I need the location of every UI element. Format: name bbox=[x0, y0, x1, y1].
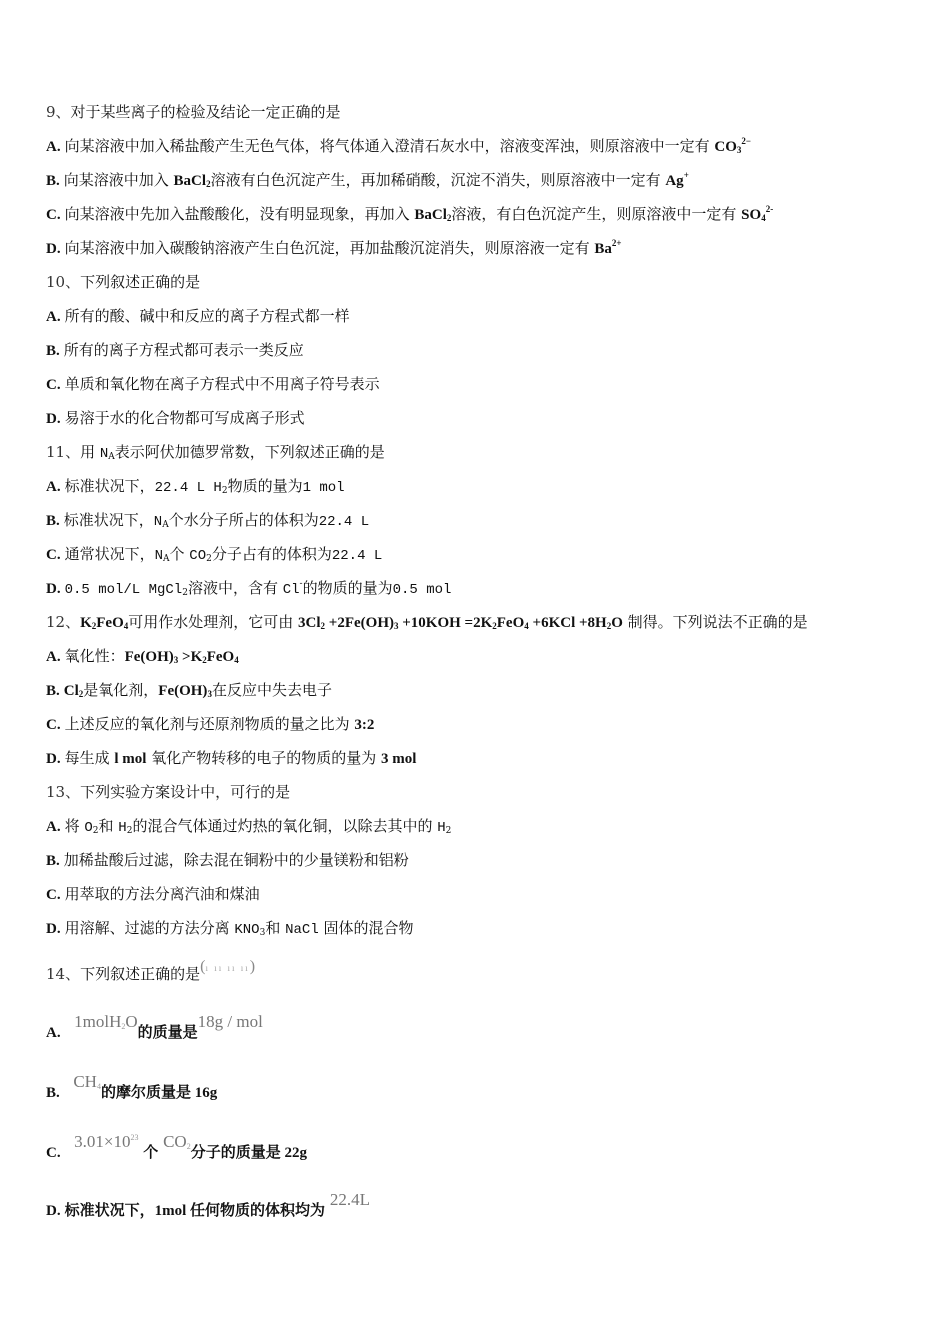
question-text: 下列叙述正确的是 bbox=[80, 273, 201, 291]
question-10-option-d bbox=[46, 408, 305, 429]
equation-part: +2Fe(OH) bbox=[325, 615, 394, 631]
subscript: 2 bbox=[446, 213, 452, 223]
chem-formula: NaCl bbox=[285, 922, 319, 938]
formula-image bbox=[73, 1072, 101, 1091]
option-text: 所有的酸、碱中和反应的离子方程式都一样 bbox=[64, 307, 350, 325]
option-text: 任何物质的体积均为 bbox=[186, 1203, 326, 1219]
question-13-option-c bbox=[46, 884, 260, 905]
option-label: C. bbox=[46, 1145, 61, 1161]
superscript: 2+ bbox=[611, 238, 622, 248]
subscript: 3 bbox=[394, 621, 399, 631]
option-text: 用萃取的方法分离汽油和煤油 bbox=[64, 885, 260, 903]
question-text: 表示阿伏加德罗常数，下列叙述正确的是 bbox=[114, 443, 385, 461]
option-text: 向某溶液中先加入盐酸酸化，没有明显现象，再加入 bbox=[64, 205, 415, 223]
quantity: l mol bbox=[114, 751, 147, 767]
quantity: 3 mol bbox=[381, 751, 417, 767]
option-text: 向某溶液中加入稀盐酸产生无色气体，将气体通入澄清石灰水中，溶液变浑浊，则原溶液中一定有 bbox=[64, 137, 715, 155]
formula-text: CO bbox=[163, 1132, 187, 1151]
option-text: 上述反应的氧化剂与还原剂物质的量之比为 bbox=[64, 715, 355, 733]
chem-formula: Fe(OH) bbox=[158, 683, 208, 699]
option-text: 的混合气体通过灼热的氧化铜，以除去其中的 bbox=[132, 817, 438, 835]
subscript: 2 bbox=[121, 1022, 126, 1031]
option-text: 的物质的量为 bbox=[302, 579, 393, 597]
subscript: 4 bbox=[761, 213, 766, 223]
option-label: D. bbox=[46, 1203, 61, 1219]
answer-blank-marks: ı ıı ıı ıı bbox=[205, 963, 250, 973]
quantity: N bbox=[153, 514, 163, 530]
option-label: A. bbox=[46, 479, 61, 495]
subscript: 3 bbox=[207, 689, 212, 699]
question-11-stem bbox=[46, 442, 385, 464]
option-label: C. bbox=[46, 547, 61, 563]
option-text: 氧化产物转移的电子的物质的量为 bbox=[146, 749, 382, 767]
option-text: 分子的质量是 bbox=[190, 1145, 285, 1161]
question-number: 13、 bbox=[46, 783, 81, 801]
option-text: 易溶于水的化合物都可写成离子形式 bbox=[64, 409, 305, 427]
chem-formula: Ba bbox=[594, 241, 612, 257]
superscript: 2− bbox=[741, 136, 752, 146]
question-13-stem bbox=[46, 782, 290, 802]
option-text: 溶液有白色沉淀产生，再加稀硝酸，沉淀不消失，则原溶液中一定有 bbox=[210, 171, 666, 189]
chem-formula: KNO bbox=[234, 922, 260, 938]
option-text: 分子占有的体积为 bbox=[211, 545, 332, 563]
chem-formula: O bbox=[84, 820, 93, 836]
chem-formula: Fe(OH) bbox=[124, 649, 174, 665]
question-9-option-d bbox=[46, 238, 622, 259]
question-9-option-c bbox=[46, 204, 773, 225]
option-label: A. bbox=[46, 649, 61, 665]
question-9-stem bbox=[46, 102, 341, 122]
chem-formula: N bbox=[99, 446, 109, 462]
chem-formula: BaCl bbox=[173, 173, 207, 189]
option-text: 个水分子所占的体积为 bbox=[168, 511, 319, 529]
question-12-option-c bbox=[46, 714, 374, 735]
question-text: 用 bbox=[80, 443, 100, 461]
chemical-equation bbox=[298, 615, 623, 631]
option-label: B. bbox=[46, 173, 60, 189]
option-text: 单质和氧化物在离子方程式中不用离子符号表示 bbox=[64, 375, 380, 393]
question-13-option-d bbox=[46, 918, 414, 940]
quantity: 22g bbox=[284, 1145, 307, 1161]
question-text: 下列叙述正确的是 bbox=[80, 965, 201, 983]
quantity: 22.4 L bbox=[318, 514, 370, 530]
option-label: B. bbox=[46, 1085, 60, 1101]
option-text: 在反应中失去电子 bbox=[211, 681, 332, 699]
quantity: 1mol bbox=[154, 1203, 187, 1219]
option-label: B. bbox=[46, 343, 60, 359]
chem-formula: FeO bbox=[206, 649, 235, 665]
option-text: 个 bbox=[169, 545, 190, 563]
quantity: 0.5 mol/L MgCl bbox=[64, 582, 183, 598]
question-number: 10、 bbox=[46, 273, 81, 291]
option-text: 所有的离子方程式都可表示一类反应 bbox=[63, 341, 304, 359]
question-number: 14、 bbox=[46, 965, 81, 983]
formula-image bbox=[163, 1132, 191, 1151]
subscript: 2 bbox=[606, 621, 612, 631]
answer-blank bbox=[200, 958, 255, 975]
chem-formula: FeO bbox=[96, 615, 124, 631]
question-11-option-b bbox=[46, 510, 369, 532]
question-9-option-a bbox=[46, 136, 751, 157]
question-text: 下列实验方案设计中，可行的是 bbox=[80, 783, 291, 801]
subscript: 2 bbox=[186, 1142, 191, 1151]
quantity: 16g bbox=[194, 1085, 218, 1101]
question-10-stem bbox=[46, 272, 200, 292]
subscript: 2 bbox=[126, 826, 133, 836]
option-text: 每生成 bbox=[64, 749, 115, 767]
superscript: 2- bbox=[765, 204, 774, 214]
subscript: 4 bbox=[123, 621, 129, 631]
option-text: 固体的混合物 bbox=[318, 919, 414, 937]
formula-text: 1molH bbox=[74, 1012, 122, 1031]
quantity: 0.5 mol bbox=[392, 582, 452, 598]
subscript: 2 bbox=[206, 179, 211, 189]
question-11-option-d bbox=[46, 578, 451, 600]
subscript: 2 bbox=[206, 554, 212, 564]
option-text: 溶液，有白色沉淀产生，则原溶液中一定有 bbox=[451, 205, 742, 223]
formula-image bbox=[74, 1012, 138, 1031]
equation-part: FeO bbox=[496, 615, 525, 631]
subscript: 2 bbox=[92, 826, 99, 836]
chem-formula: K bbox=[80, 615, 92, 631]
question-14-option-d bbox=[46, 1190, 370, 1221]
question-text: 对于某些离子的检验及结论一定正确的是 bbox=[70, 103, 341, 121]
option-label: B. bbox=[46, 683, 60, 699]
subscript: 2 bbox=[221, 486, 228, 496]
option-label: C. bbox=[46, 717, 61, 733]
option-label: A. bbox=[46, 819, 61, 835]
option-label: A. bbox=[46, 139, 61, 155]
question-11-option-c bbox=[46, 544, 382, 566]
option-label: A. bbox=[46, 1025, 61, 1041]
question-14-option-a bbox=[46, 1012, 263, 1043]
option-label: B. bbox=[46, 513, 60, 529]
chem-formula: BaCl bbox=[414, 207, 447, 223]
formula-image: 22.4L bbox=[329, 1190, 370, 1209]
chem-formula: Cl bbox=[282, 582, 300, 598]
question-13-option-a bbox=[46, 816, 451, 838]
question-text: 可用作水处理剂，它可由 bbox=[128, 613, 299, 631]
question-12-option-b bbox=[46, 680, 332, 701]
option-label: D. bbox=[46, 241, 61, 257]
equation-part: +6KCl +8H bbox=[528, 615, 607, 631]
option-label: B. bbox=[46, 853, 60, 869]
option-text: 的摩尔质量是 bbox=[100, 1085, 195, 1101]
option-text: 用溶解、过滤的方法分离 bbox=[64, 919, 235, 937]
option-text: 将 bbox=[64, 817, 85, 835]
option-text: 和 bbox=[98, 817, 119, 835]
question-14-option-b bbox=[46, 1072, 218, 1103]
option-text: 的质量是 bbox=[137, 1025, 198, 1041]
option-label: D. bbox=[46, 581, 61, 597]
superscript: + bbox=[683, 170, 689, 180]
quantity: 1 mol bbox=[302, 480, 345, 496]
option-text: 标准状况下， bbox=[64, 477, 155, 495]
subscript: 4 bbox=[524, 621, 529, 631]
chem-formula: SO bbox=[741, 207, 762, 223]
quantity: N bbox=[154, 548, 164, 564]
option-text: 向某溶液中加入碳酸钠溶液产生白色沉淀，再加盐酸沉淀消失，则原溶液一定有 bbox=[64, 239, 595, 257]
question-number: 12、 bbox=[46, 613, 81, 631]
chem-formula: >K bbox=[178, 649, 203, 665]
subscript: 4 bbox=[96, 1082, 101, 1091]
question-12-option-d bbox=[46, 748, 416, 769]
question-11-option-a bbox=[46, 476, 345, 498]
option-label: D. bbox=[46, 751, 61, 767]
option-text: 标准状况下， bbox=[63, 511, 154, 529]
question-10-option-a bbox=[46, 306, 350, 327]
option-text: 溶液中，含有 bbox=[187, 579, 283, 597]
equation-part: +10KOH =2K bbox=[398, 615, 493, 631]
formula-image: 18g / mol bbox=[197, 1012, 263, 1031]
equation-part: 3Cl bbox=[298, 615, 321, 631]
quantity: 22.4 L H bbox=[154, 480, 222, 496]
subscript: 2 bbox=[492, 621, 497, 631]
chem-formula: H bbox=[437, 820, 446, 836]
subscript: 2 bbox=[91, 621, 97, 631]
chem-formula: Cl bbox=[63, 683, 79, 699]
option-label: D. bbox=[46, 411, 61, 427]
superscript: 23 bbox=[130, 1133, 139, 1142]
formula-image bbox=[74, 1132, 138, 1151]
subscript: 2 bbox=[445, 826, 452, 836]
option-label: C. bbox=[46, 887, 61, 903]
superscript: - bbox=[299, 579, 303, 589]
chem-formula: CO bbox=[714, 139, 737, 155]
chem-formula: Ag bbox=[665, 173, 684, 189]
question-number: 9、 bbox=[46, 103, 71, 121]
subscript: 2 bbox=[182, 588, 188, 598]
subscript: 3 bbox=[736, 145, 742, 155]
question-number: 11、 bbox=[46, 443, 81, 461]
subscript: 4 bbox=[234, 655, 239, 665]
option-text: 向某溶液中加入 bbox=[63, 171, 174, 189]
option-text: 是氧化剂， bbox=[83, 681, 159, 699]
option-label: D. bbox=[46, 921, 61, 937]
subscript: A bbox=[108, 452, 115, 462]
subscript: 3 bbox=[259, 928, 266, 938]
subscript: A bbox=[163, 554, 170, 564]
option-label: C. bbox=[46, 377, 61, 393]
paren-open: ( bbox=[200, 958, 206, 975]
question-13-option-b bbox=[46, 850, 409, 871]
paren-close: ) bbox=[249, 958, 256, 975]
subscript: 2 bbox=[202, 655, 207, 665]
question-12-stem bbox=[46, 612, 808, 633]
option-text: 氧化性： bbox=[64, 647, 125, 665]
quantity: 22.4 L bbox=[331, 548, 383, 564]
formula-text: CH bbox=[73, 1072, 97, 1091]
question-9-option-b bbox=[46, 170, 689, 191]
option-text: 加稀盐酸后过滤，除去混在铜粉中的少量镁粉和铝粉 bbox=[63, 851, 409, 869]
subscript: 2 bbox=[78, 689, 84, 699]
equation-part: O bbox=[611, 615, 623, 631]
option-text: 物质的量为 bbox=[227, 477, 303, 495]
chem-formula: H bbox=[118, 820, 127, 836]
question-12-option-a bbox=[46, 646, 239, 667]
option-label: C. bbox=[46, 207, 61, 223]
option-text: 通常状况下， bbox=[64, 545, 155, 563]
option-label: A. bbox=[46, 309, 61, 325]
question-text: 制得。下列说法不正确的是 bbox=[622, 613, 808, 631]
option-text: 个 bbox=[143, 1145, 159, 1161]
subscript: 3 bbox=[173, 655, 179, 665]
option-text: 和 bbox=[265, 919, 286, 937]
formula-text: 3.01×10 bbox=[74, 1132, 131, 1151]
subscript: A bbox=[162, 520, 169, 530]
formula-text: O bbox=[125, 1012, 138, 1031]
option-text: 标准状况下， bbox=[64, 1203, 155, 1219]
ratio-value: 3:2 bbox=[354, 717, 375, 733]
question-10-option-c bbox=[46, 374, 380, 395]
question-10-option-b bbox=[46, 340, 304, 361]
chem-formula: CO bbox=[189, 548, 207, 564]
subscript: 2 bbox=[320, 621, 326, 631]
question-14-stem bbox=[46, 958, 256, 986]
